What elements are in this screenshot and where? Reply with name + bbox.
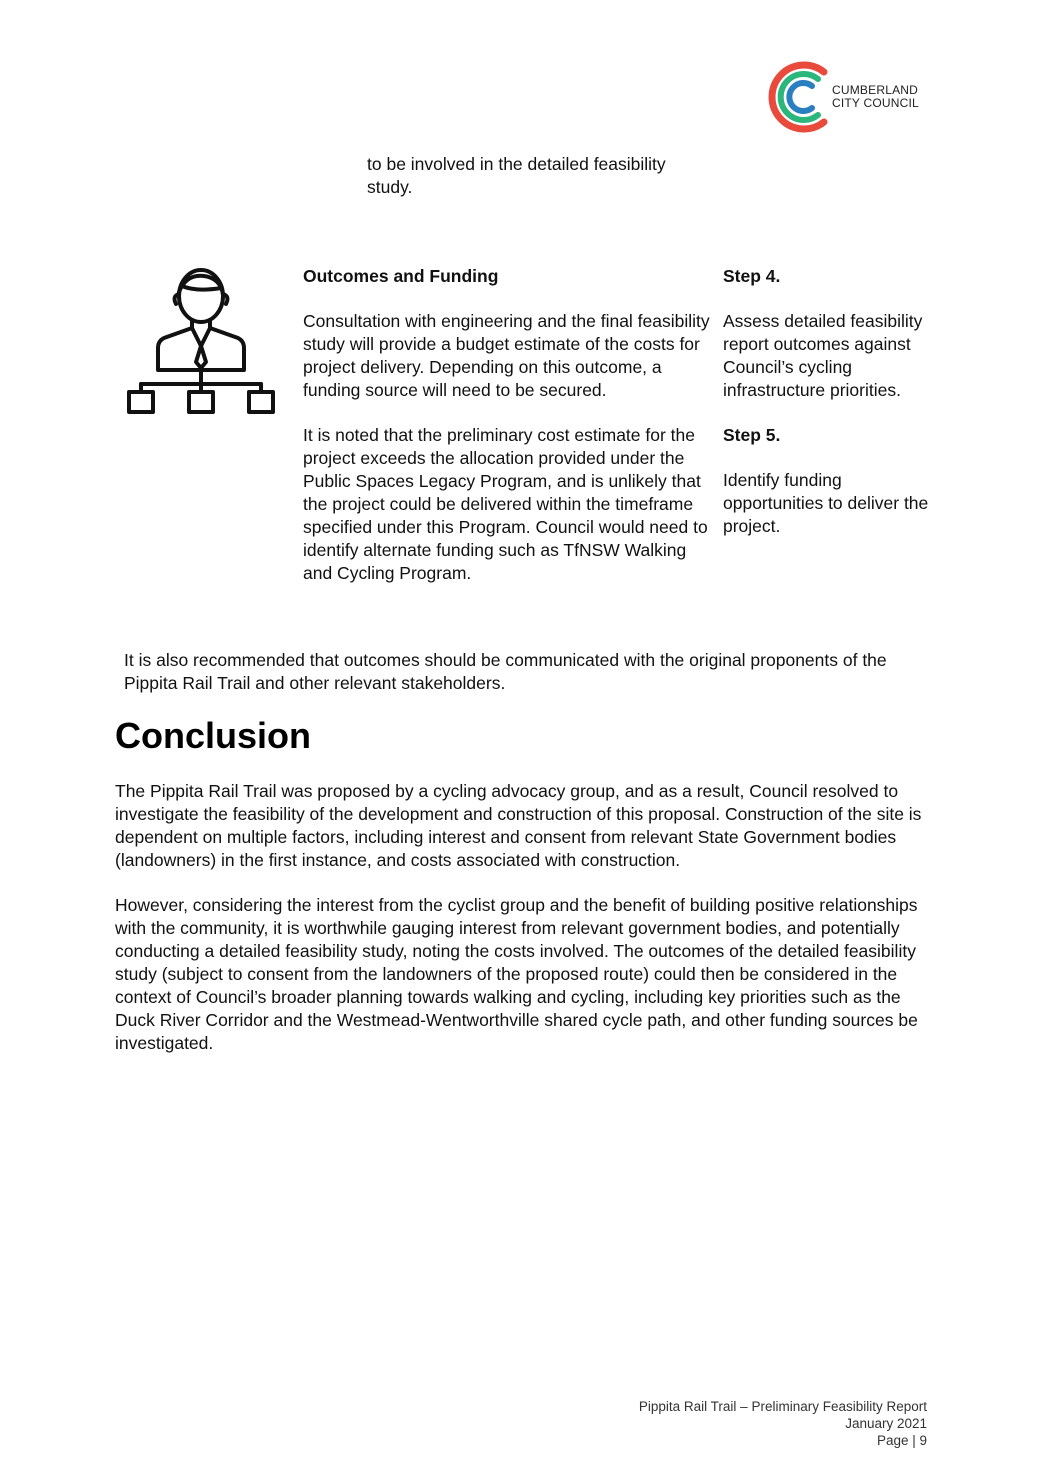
outcomes-paragraph-1: Consultation with engineering and the final feasibility study will provide a budget estimate of the costs for project delivery. Depending on this outcome, a funding source will need to be secured. [303, 311, 710, 400]
outcomes-heading: Outcomes and Funding [303, 266, 499, 286]
footer-page-number: Page | 9 [876, 1433, 927, 1448]
step-4-text: Assess detailed feasibility report outcomes against Council’s cycling infrastructure priorities. [723, 311, 923, 400]
conclusion-paragraph-1: The Pippita Rail Trail was proposed by a cycling advocacy group, and as a result, Council resolved to investigate the feasibility of the development and construction of this proposal. Construction of the site is dependent on multiple factors, including interest and consent from relevant State Government bodies (landowners) in the first instance, and costs associated with construction. [115, 781, 922, 870]
continuation-text: to be involved in the detailed feasibility study. [367, 154, 666, 197]
footer-report-title: Pippita Rail Trail – Preliminary Feasibility Report [638, 1399, 927, 1414]
council-logo [766, 58, 936, 138]
conclusion-body [115, 780, 935, 1055]
outcomes-paragraph-2: It is noted that the preliminary cost estimate for the project exceeds the allocation provided under the Public Spaces Legacy Program, and is unlikely that the project could be delivered within the timeframe specified under this Program. Council would need to identify alternate funding such as TfNSW Walking and Cycling Program. [303, 425, 708, 583]
footer-date: January 2021 [845, 1416, 927, 1431]
page-footer [639, 1398, 927, 1449]
steps-column [723, 265, 943, 538]
logo-line-2: CITY COUNCIL [832, 96, 919, 110]
logo-line-1: CUMBERLAND [832, 83, 919, 97]
outcomes-funding-section [303, 265, 713, 585]
recommendation-text: It is also recommended that outcomes should be communicated with the original proponents of the Pippita Rail Trail and other relevant stakeholders. [124, 650, 887, 693]
conclusion-paragraph-2: However, considering the interest from the cyclist group and the benefit of building positive relationships with the community, it is worthwhile gauging interest from relevant government bodies, and potentially conducting a detailed feasibility study, noting the costs involved. The outcomes of the detailed feasibility study (subject to consent from the landowners of the proposed route) could then be considered in the context of Council’s broader planning towards walking and cycling, including key priorities such as the Duck River Corridor and the Westmead-Wentworthville shared cycle path, and other funding sources be investigated. [115, 895, 918, 1053]
logo-wordmark [832, 84, 919, 110]
step-5-title: Step 5. [723, 425, 781, 445]
step-5-text: Identify funding opportunities to deliver the project. [723, 470, 929, 536]
council-logo-icon [766, 58, 832, 136]
conclusion-heading: Conclusion [115, 715, 311, 756]
org-chart-person-icon [124, 266, 279, 416]
step-4-title: Step 4. [723, 266, 781, 286]
